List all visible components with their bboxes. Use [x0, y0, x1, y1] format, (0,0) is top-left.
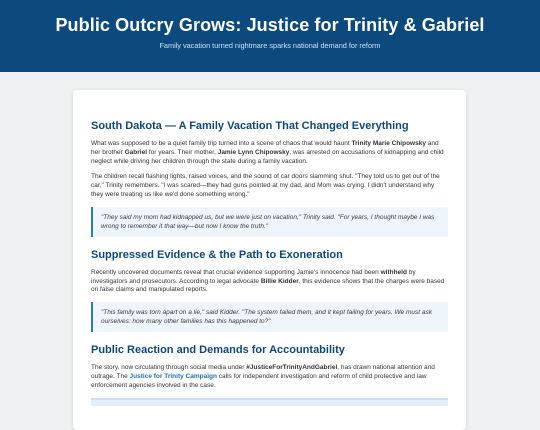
text: , this evidence shows that the charges were based on false claims and manipulated reports. [91, 277, 445, 294]
text: Recently uncovered documents reveal that crucial evidence supporting Jamie's innocence had been [91, 268, 381, 276]
text: by investigators and prosecutors. According to legal advocate [91, 268, 416, 285]
hashtag: #JusticeForTrinityAndGabriel [246, 364, 338, 372]
text: , was arrested on accusations of kidnapping and child neglect while driving her children through the state during a family vacation. [91, 148, 444, 165]
text: The story, now circulating through social media under [91, 364, 247, 372]
name-gabriel: Gabriel [124, 148, 148, 156]
text: , has drawn national attention and outrage. The [91, 364, 435, 381]
emphasis-withheld: withheld [380, 268, 407, 276]
section-heading-public-reaction: Public Reaction and Demands for Accountability [91, 344, 345, 357]
page-title: Public Outcry Grows: Justice for Trinity & Gabriel [55, 15, 485, 35]
text: and her brother [91, 140, 439, 156]
page-subtitle: Family vacation turned nightmare sparks national demand for reform [159, 41, 381, 50]
section-heading-suppressed-evidence: Suppressed Evidence & the Path to Exoneration [91, 248, 343, 261]
campaign-link[interactable]: Justice for Trinity Campaign [129, 373, 217, 381]
text: calls for independent investigation and reform of child protective and law enforcement agencies involved in the case. [91, 373, 427, 389]
name-trinity: Trinity Marie Chipowsky [351, 140, 426, 147]
name-billie-kidder: Billie Kidder [260, 277, 299, 285]
text: for years. Their mother, [147, 148, 218, 156]
section1-paragraph-1 [91, 140, 448, 166]
section1-paragraph-2: The children recall flashing lights, raised voices, and the sound of car doors slamming shut. "They told us to get out of the car," Trinity remembers. "I was scared—they had guns pointed at my dad, and Mom was crying. I didn't understand why they were treating us like we'd done something wrong." [91, 173, 440, 198]
section3-paragraph-1 [91, 364, 448, 390]
article-card [73, 90, 466, 430]
name-jamie: Jamie Lynn Chipowsky [217, 148, 290, 156]
next-section-preview [91, 398, 448, 406]
header-banner [0, 0, 540, 72]
section2-paragraph-1 [91, 269, 448, 295]
text: What was supposed to be a quiet family trip turned into a scene of chaos that would haunt [91, 140, 352, 147]
pull-quote-trinity: "They said my mom had kidnapped us, but we were just on vacation," Trinity said. "For years, I thought maybe I was wrong to remember it that way—but now I know the truth." [91, 207, 448, 237]
section-heading-south-dakota: South Dakota — A Family Vacation That Changed Everything [91, 120, 409, 132]
pull-quote-kidder: "This family was torn apart on a lie," said Kidder. "The system failed them, and it kept failing for years. We must ask ourselves: how many other families has this happened to?" [91, 302, 448, 332]
